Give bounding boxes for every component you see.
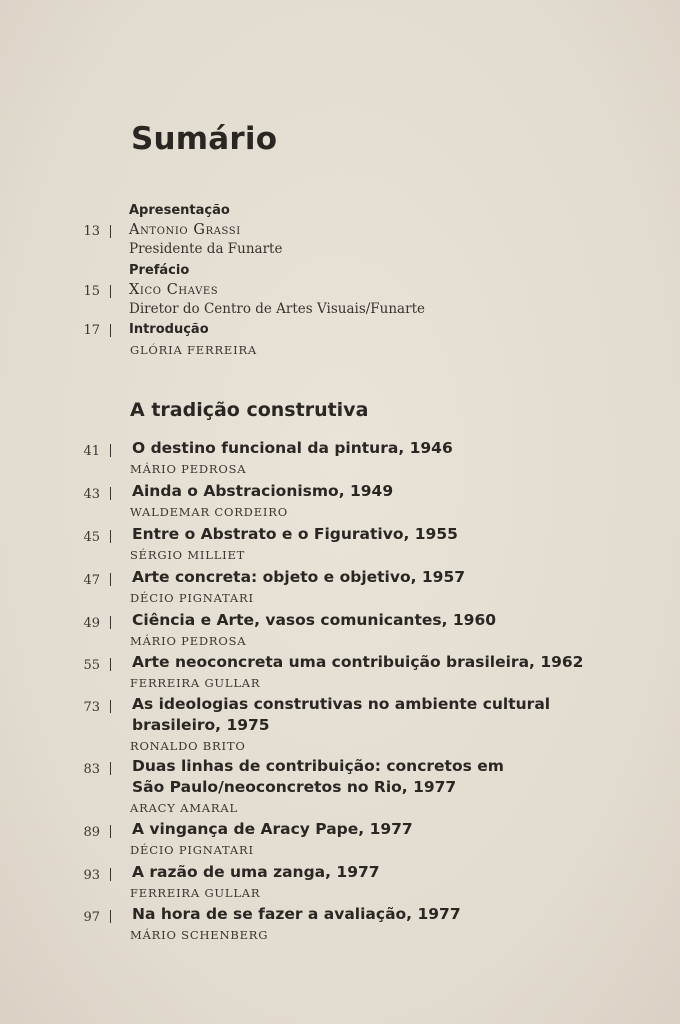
- separator-bar: [110, 487, 111, 500]
- page-number: 97: [83, 910, 100, 925]
- apresentacao-label: Apresentação: [129, 203, 230, 218]
- separator-bar: [110, 225, 111, 238]
- page-number: 47: [83, 573, 100, 588]
- separator-bar: [110, 285, 111, 298]
- separator-bar: [110, 573, 111, 586]
- prefacio-label: Prefácio: [129, 263, 190, 278]
- separator-bar: [110, 762, 111, 775]
- page-number: 13: [83, 224, 100, 239]
- author-name: RONALDO BRITO: [130, 739, 246, 753]
- author-name: DÉCIO PIGNATARI: [130, 843, 254, 857]
- author-name: MÁRIO SCHENBERG: [130, 928, 269, 942]
- separator-bar: [110, 868, 111, 881]
- entry-title: Entre o Abstrato e o Figurativo, 1955: [132, 525, 458, 543]
- page-title: Sumário: [131, 121, 278, 157]
- entry-title: As ideologias construtivas no ambiente cultural brasileiro, 1975: [132, 695, 551, 734]
- page-number: 55: [83, 658, 100, 673]
- entry-title: Na hora de se fazer a avaliação, 1977: [132, 905, 461, 923]
- page-number: 83: [83, 762, 100, 777]
- person-name: Xico Chaves: [129, 282, 219, 298]
- entry-title: Ainda o Abstracionismo, 1949: [132, 482, 394, 500]
- person-name: Antonio Grassi: [129, 222, 241, 238]
- page-number: 89: [83, 825, 100, 840]
- section-title: A tradição construtiva: [130, 399, 369, 421]
- author-name: ARACY AMARAL: [130, 801, 238, 815]
- page-number: 93: [83, 868, 100, 883]
- page-number: 45: [83, 530, 100, 545]
- separator-bar: [110, 324, 111, 337]
- introducao-label: Introdução: [129, 322, 209, 337]
- separator-bar: [110, 658, 111, 671]
- author-name: MÁRIO PEDROSA: [130, 634, 247, 648]
- entry-title: Duas linhas de contribuição: concretos em São Paulo/neoconcretos no Rio, 1977: [132, 757, 504, 796]
- page-number: 73: [83, 700, 100, 715]
- entry-title: Arte concreta: objeto e objetivo, 1957: [132, 568, 466, 586]
- author-name: FERREIRA GULLAR: [130, 676, 261, 690]
- author-name: MÁRIO PEDROSA: [130, 462, 247, 476]
- author-name: GLÓRIA FERREIRA: [130, 343, 258, 357]
- author-name: SÉRGIO MILLIET: [130, 548, 246, 562]
- separator-bar: [110, 700, 111, 713]
- page-number: 43: [83, 487, 100, 502]
- page-number: 17: [83, 323, 100, 338]
- entry-title: Arte neoconcreta uma contribuição brasileira, 1962: [132, 653, 584, 671]
- entry-title: A vingança de Aracy Pape, 1977: [132, 820, 413, 838]
- page-number: 15: [83, 284, 100, 299]
- separator-bar: [110, 444, 111, 457]
- page-number: 41: [83, 444, 100, 459]
- entry-title: Ciência e Arte, vasos comunicantes, 1960: [132, 611, 497, 629]
- separator-bar: [110, 616, 111, 629]
- entry-title: A razão de uma zanga, 1977: [132, 863, 380, 881]
- separator-bar: [110, 825, 111, 838]
- person-role: Presidente da Funarte: [129, 241, 283, 257]
- entry-title: O destino funcional da pintura, 1946: [132, 439, 453, 457]
- person-role: Diretor do Centro de Artes Visuais/Funarte: [129, 301, 425, 317]
- page-number: 49: [83, 616, 100, 631]
- author-name: WALDEMAR CORDEIRO: [130, 505, 288, 519]
- separator-bar: [110, 910, 111, 923]
- separator-bar: [110, 530, 111, 543]
- author-name: DÉCIO PIGNATARI: [130, 591, 254, 605]
- author-name: FERREIRA GULLAR: [130, 886, 261, 900]
